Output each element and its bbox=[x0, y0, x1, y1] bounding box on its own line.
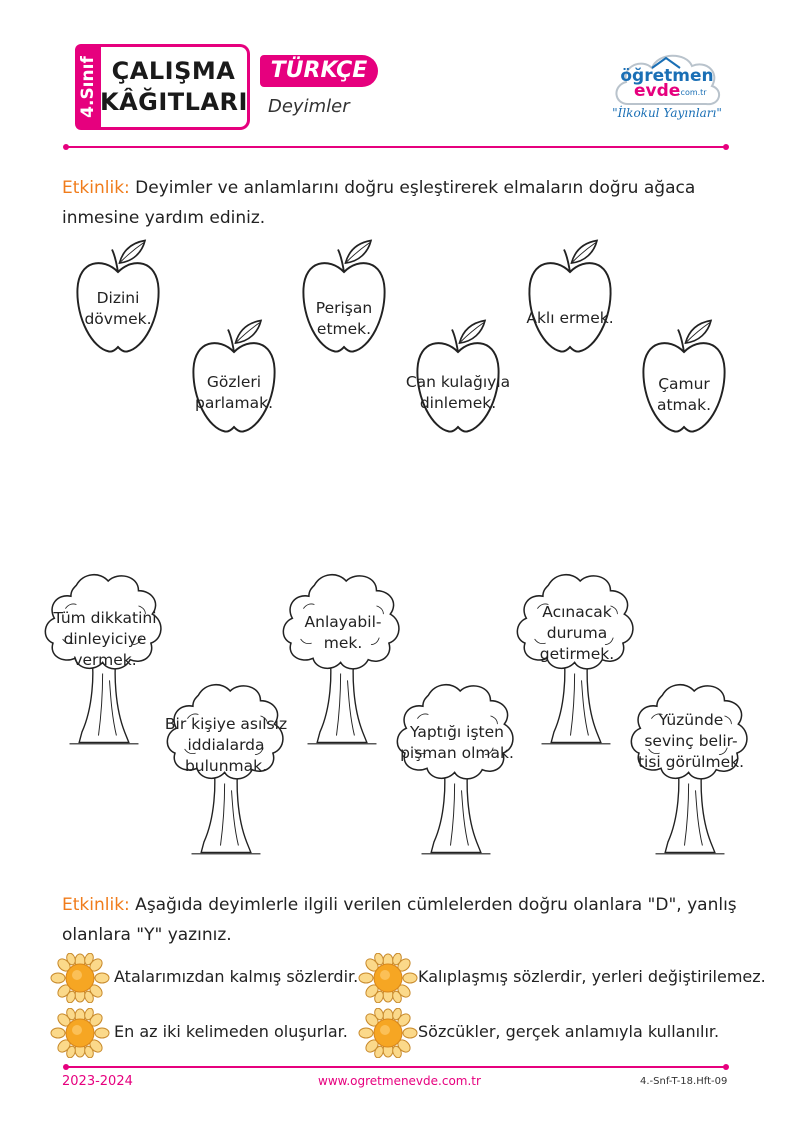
title-line-1: ÇALIŞMA bbox=[111, 57, 236, 85]
apple-card[interactable]: Aklı ermek. bbox=[508, 236, 632, 386]
statement-text: Sözcükler, gerçek anlamıyla kullanılır. bbox=[418, 1022, 720, 1041]
title-line-2: KÂĞITLARI bbox=[100, 88, 248, 116]
footer-divider bbox=[66, 1066, 726, 1068]
answer-flower-input[interactable] bbox=[358, 953, 418, 1003]
tree-card[interactable]: Tüm dikkatini dinleyiciye vermek. bbox=[12, 570, 196, 770]
apple-card[interactable]: Dizini dövmek. bbox=[56, 236, 180, 386]
statement-text: En az iki kelimeden oluşurlar. bbox=[114, 1022, 348, 1041]
footer-code: 4.-Snf-T-18.Hft-09 bbox=[640, 1076, 728, 1087]
answer-flower-input[interactable] bbox=[358, 1008, 418, 1058]
footer-website[interactable]: www.ogretmenevde.com.tr bbox=[318, 1074, 481, 1088]
tree-card[interactable]: Bir kişiye asılsız iddialarda bulunmak. bbox=[134, 680, 318, 880]
tree-card[interactable]: Anlayabil- mek. bbox=[250, 570, 434, 770]
footer-year: 2023-2024 bbox=[62, 1074, 133, 1089]
answer-flower-input[interactable] bbox=[50, 1008, 110, 1058]
worksheet-title bbox=[100, 44, 250, 130]
logo-text-bottom: evde bbox=[634, 81, 681, 101]
flower-icon bbox=[358, 953, 418, 1003]
publisher-logo bbox=[608, 46, 726, 130]
header-divider bbox=[66, 146, 726, 148]
statement-text: Kalıplaşmış sözlerdir, yerleri değiştirilemez. bbox=[418, 967, 766, 986]
flower-icon bbox=[50, 953, 110, 1003]
tree-card[interactable]: Yaptığı işten pişman olmak. bbox=[364, 680, 548, 880]
activity-label: Etkinlik: bbox=[62, 895, 130, 915]
subject-badge: TÜRKÇE bbox=[260, 55, 378, 87]
apple-card[interactable]: Gözleri parlamak. bbox=[172, 316, 296, 466]
logo-domain: .com.tr bbox=[678, 88, 707, 97]
statement-text: Atalarımızdan kalmış sözlerdir. bbox=[114, 967, 359, 986]
apple-card[interactable]: Can kulağıyla dinlemek. bbox=[396, 316, 520, 466]
topic-label: Deyimler bbox=[268, 96, 350, 117]
tree-card[interactable]: Acınacak duruma getirmek. bbox=[484, 570, 668, 770]
activity-label: Etkinlik: bbox=[62, 178, 130, 198]
flower-icon bbox=[50, 1008, 110, 1058]
logo-text-top: öğretmen bbox=[620, 66, 714, 86]
activity-2-instructions: Etkinlik: Aşağıda deyimlerle ilgili verilen cümlelerden doğru olanlara "D", yanlış olanlara "Y" yazınız. bbox=[62, 895, 737, 945]
grade-tab bbox=[75, 44, 101, 130]
apple-card[interactable]: Çamur atmak. bbox=[622, 316, 746, 466]
answer-flower-input[interactable] bbox=[50, 953, 110, 1003]
tree-card[interactable]: Yüzünde sevinç belir- tisi görülmek. bbox=[598, 680, 782, 880]
logo-tagline: "İlkokul Yayınları" bbox=[612, 106, 722, 120]
grade-label: 4.Sınıf bbox=[78, 56, 98, 118]
apple-card[interactable]: Perişan etmek. bbox=[282, 236, 406, 386]
activity-1-instructions: Etkinlik: Deyimler ve anlamlarını doğru eşleştirerek elmaların doğru ağaca inmesine yardım ediniz. bbox=[62, 178, 696, 228]
flower-icon bbox=[358, 1008, 418, 1058]
